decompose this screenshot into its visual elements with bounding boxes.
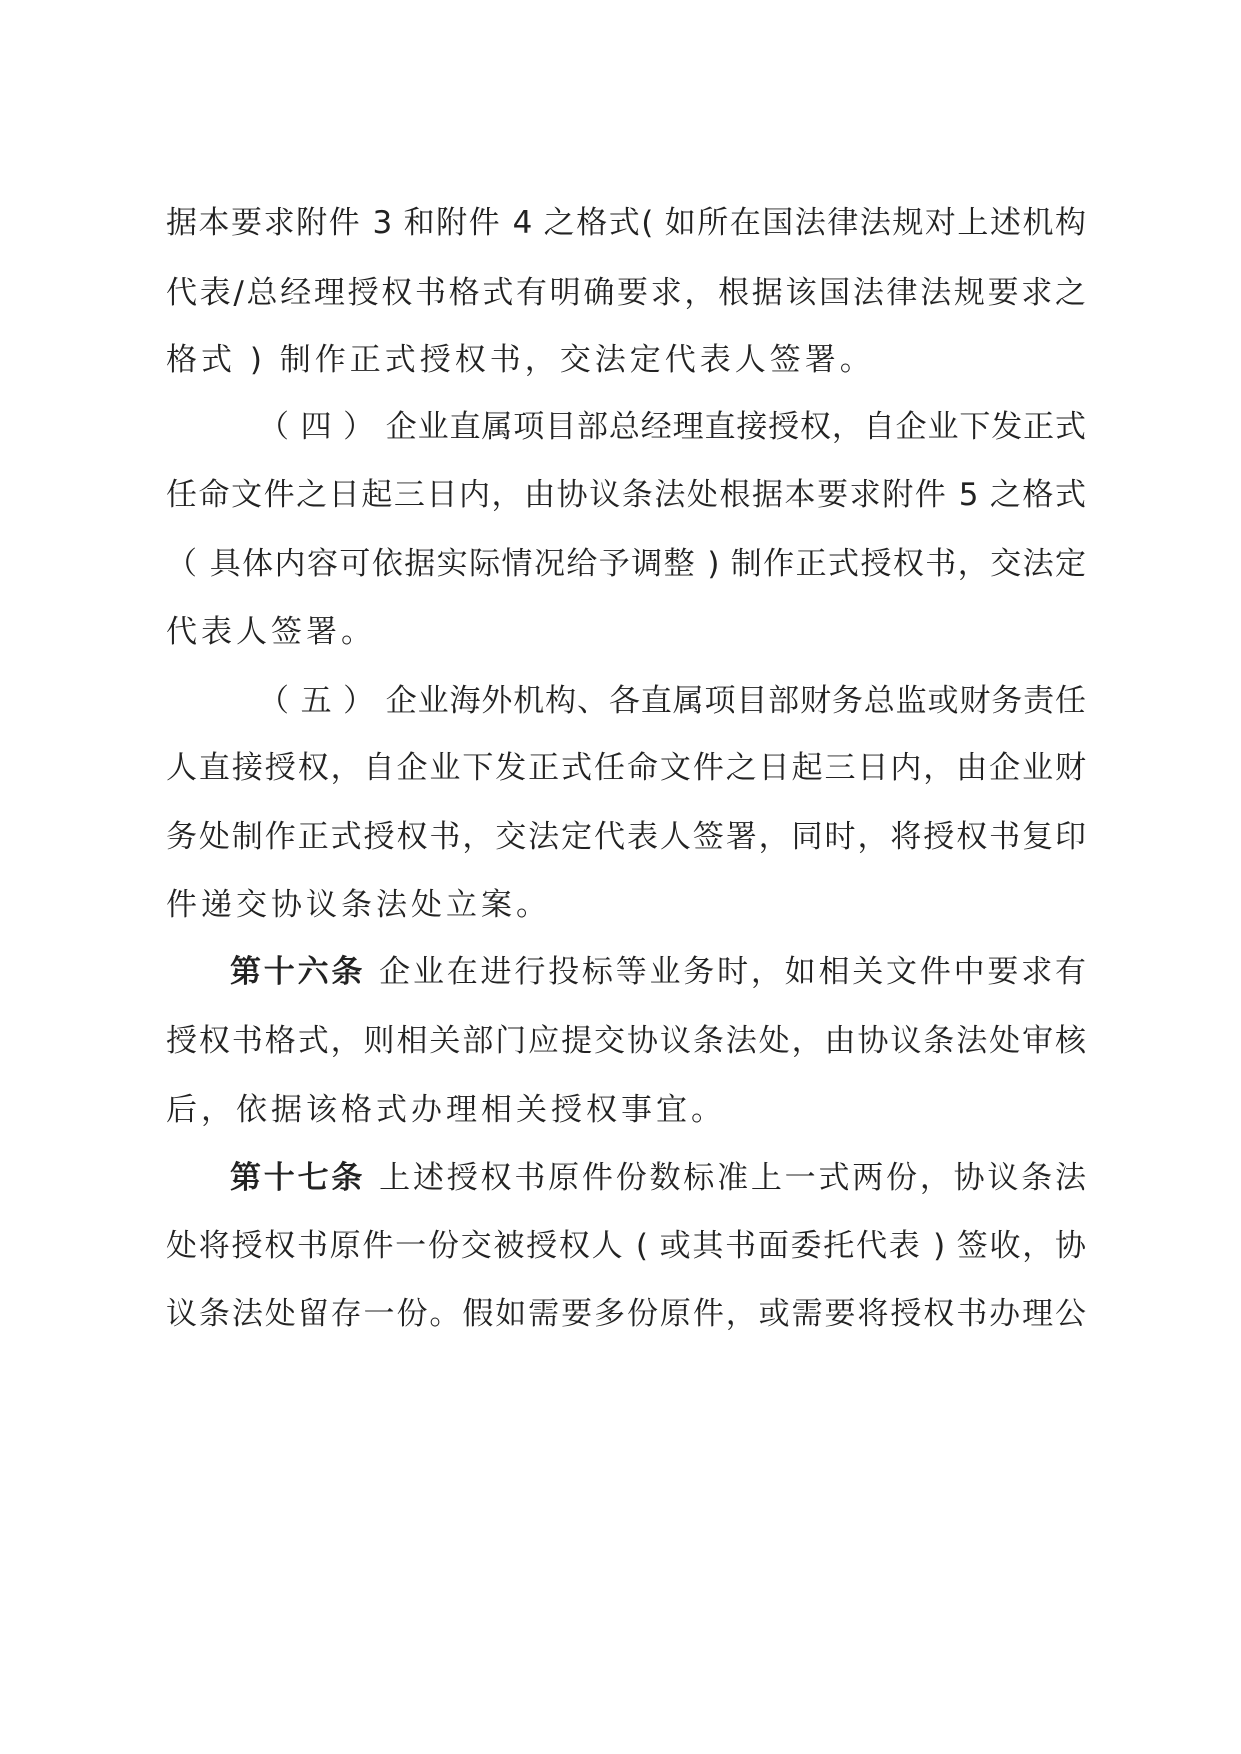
body-text-line: 议条法处留存一份。假如需要多份原件，或需要将授权书办理公: [166, 1296, 1086, 1332]
article-16-first-line: [230, 947, 1086, 997]
article-17-text: 上述授权书原件份数标准上一式两份，协议条法: [379, 1160, 1087, 1196]
body-text-line: 代表/总经理授权书格式有明确要求，根据该国法律法规要求之: [166, 275, 1086, 311]
article-16-text: 企业在进行投标等业务时，如相关文件中要求有: [379, 954, 1087, 990]
body-text-line: 格式 ) 制作正式授权书，交法定代表人签署。: [166, 342, 875, 378]
article-17-first-line: [230, 1153, 1086, 1203]
body-text-line: 任命文件之日起三日内，由协议条法处根据本要求附件 5 之格式: [166, 477, 1086, 513]
body-text-line: 后，依据该格式办理相关授权事宜。: [166, 1092, 726, 1128]
body-text-line: 件递交协议条法处立案。: [166, 887, 551, 923]
article-16-label: 第十六条: [230, 954, 366, 990]
body-text-line: 人直接授权，自企业下发正式任命文件之日起三日内，由企业财: [166, 750, 1086, 786]
body-text-line: 据本要求附件 3 和附件 4 之格式( 如所在国法律法规对上述机构: [166, 205, 1086, 241]
body-text-line: 处将授权书原件一份交被授权人 ( 或其书面委托代表 ) 签收，协: [166, 1228, 1086, 1264]
body-text-line: （ 具体内容可依据实际情况给予调整 ) 制作正式授权书，交法定: [166, 546, 1086, 582]
article-17-label: 第十七条: [230, 1160, 366, 1196]
body-text-line: 代表人签署。: [166, 614, 376, 650]
clause-five-first-line: （ 五 ） 企业海外机构、各直属项目部财务总监或财务责任: [258, 683, 1086, 719]
clause-four-first-line: （ 四 ） 企业直属项目部总经理直接授权，自企业下发正式: [258, 409, 1086, 445]
body-text-line: 务处制作正式授权书，交法定代表人签署，同时，将授权书复印: [166, 819, 1086, 855]
body-text-line: 授权书格式，则相关部门应提交协议条法处，由协议条法处审核: [166, 1023, 1086, 1059]
